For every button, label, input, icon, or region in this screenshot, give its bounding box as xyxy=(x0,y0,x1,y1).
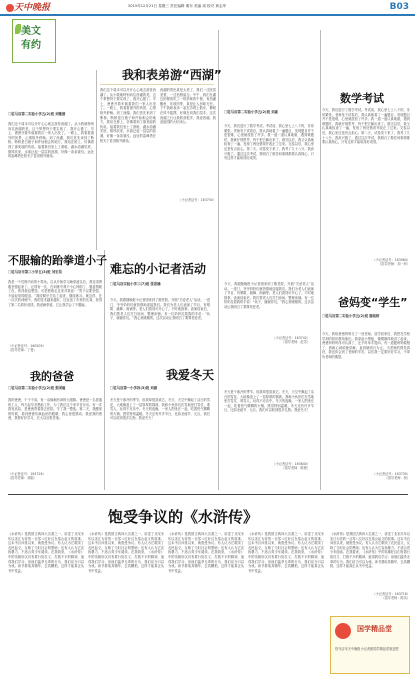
article3-byline: □驻马店第二实验小学五(2)班 刘惠 xyxy=(224,110,278,114)
article7-body: 我的爸爸，个子不高，有一双炯炯有神的大眼睛。爸爸是一名普通的工人，每天起早贪黑地工作，为了我们这个家辛苦付出。有一次我发高烧，是爸爸背着我去医院，守了我一整夜。第二天，我醒来的时候，看到爸爸布满血丝的眼睛，我心里很感动。我爱我的爸爸，我要好好学习，长大以后报答他。 xyxy=(8,398,102,421)
paper-logo-icon xyxy=(6,4,14,12)
column-divider xyxy=(104,250,105,490)
article8-body: 冬天是个寒冷的季节，但我却很喜欢它。冬天，天空中飘起了洁白的雪花，大地像盖上了一层厚厚的棉被。我和小伙伴们在雪地里打雪仗、堆雪人，玩得不亦乐乎。冬天的夜晚，一家人围坐在一起，吃着热气腾腾的火锅，感觉特别温暖。冬天还有许多节日，比如圣诞节、元旦，我们可以收到很多礼物。我爱冬天！ xyxy=(110,398,210,421)
article9-body-col5: 《水浒传》是我国古典四大名著之一，讲述了北宋末年以宋江为首的一百零八位好汉在梁山起义的故事。这本书自问世以来，就饱受争议。有人认为它歌颂了农民起义，反映了当时社会的黑暗；也有人认为它宣扬暴力，不适合青少年阅读。在我看来，《水浒传》中的英雄好汉们有着行侠仗义、打抱不平的精神，值得我们学习；但他们滥杀无辜的行为，我们应当引以为戒。读书要取其精华，去其糟粕，这样才能真正从书中受益。 xyxy=(330,532,410,569)
column-divider xyxy=(96,70,97,250)
article9-editor: （小记者证号：163718） （指导老师：陈英） xyxy=(372,592,410,601)
article9-title: 饱受争议的《水浒传》 xyxy=(108,508,259,526)
article2-editor: （小记者证号：163750） xyxy=(178,198,216,202)
article1-byline: □驻马店第二实验小学五(2)班 刘雅倩 xyxy=(8,112,66,116)
ad-badge-icon xyxy=(335,623,351,639)
article5-editor: （小记者证号：163742） （指导老师：赵雪） xyxy=(272,336,310,345)
article7-title: 我的爸爸 xyxy=(30,370,74,383)
ad-body: 驻马店市天中晚报小记者团国学精品堂欢迎您 xyxy=(335,647,399,651)
article5-body: 今天，我跟随晚报小记者团来到了敬老院，开展“关爱老人”活动。一进门，爷爷奶奶们就热情地迎接我们。我们为老人们表演了节目，有唱歌、跳舞、朗诵等。老人们看得可开心了，不时地鼓掌。表演结束后，我们帮老人们打扫房间、整理床铺。有一位奶奶拉着我的手说：“孩子，谢谢你们。”我心里暖暖的。这次活动让我明白了要尊老爱老。 xyxy=(110,298,210,321)
article7-editor: （小记者证号：163726） （指导老师：刘娟） xyxy=(8,472,46,481)
article4-byline: □驻马店市第三小学五(3)班 刘宏昊 xyxy=(8,270,62,274)
article5-body-col2: 今天，我跟随晚报小记者团来到了敬老院，开展“关爱老人”活动。一进门，爷爷奶奶们就热情地迎接我们。我们为老人们表演了节目，有唱歌、跳舞、朗诵等。老人们看得可开心了，不时地鼓掌。表演结束后，我们帮老人们打扫房间、整理床铺。有一位奶奶拉着我的手说：“孩子，谢谢你们。”我心里暖暖的。这次活动让我明白了要尊老爱老。 xyxy=(224,282,314,309)
article6-byline: □驻马店第二实验小学五(2)班 谢疏婷 xyxy=(322,314,380,318)
article8-byline: □驻马店第一小学四(3)班 刘源 xyxy=(110,386,158,390)
article2-body-col2: 西湖的景色真是太美了，我们一边欣赏美景，一边拍照留念。中午，我们在湖边的餐馆吃了一顿美味的午餐，有西湖醋鱼、东坡肉等，真是让人回味无穷。下午我和表弟一起在苏堤上散步，柳树在风中摇摆，好像在向我们招手。这次西湖之行让我收获很多，我爱西湖，我爱祖国的大好河山。 xyxy=(160,88,216,125)
article9-body-col3: 《水浒传》是我国古典四大名著之一，讲述了北宋末年以宋江为首的一百零八位好汉在梁山起义的故事。这本书自问世以来，就饱受争议。有人认为它歌颂了农民起义，反映了当时社会的黑暗；也有人认为它宣扬暴力，不适合青少年阅读。在我看来，《水浒传》中的英雄好汉们有着行侠仗义、打抱不平的精神，值得我们学习；但他们滥杀无辜的行为，我们应当引以为戒。读书要取其精华，去其糟粕，这样才能真正从书中受益。 xyxy=(168,532,244,573)
article9-body-col1: 《水浒传》是我国古典四大名著之一，讲述了北宋末年以宋江为首的一百零八位好汉在梁山起义的故事。这本书自问世以来，就饱受争议。有人认为它歌颂了农民起义，反映了当时社会的黑暗；也有人认为它宣扬暴力，不适合青少年阅读。在我看来，《水浒传》中的英雄好汉们有着行侠仗义、打抱不平的精神，值得我们学习；但他们滥杀无辜的行为，我们应当引以为戒。读书要取其精华，去其糟粕，这样才能真正从书中受益。 xyxy=(8,532,84,573)
article2-title: 我和表弟游“西湖” xyxy=(122,68,222,82)
article6-editor: （小记者证号：163735） （指导老师：杨） xyxy=(372,472,410,481)
column-divider xyxy=(218,30,219,490)
article4-title: 不服输的跆拳道小子 xyxy=(8,254,107,267)
page-number: B03 xyxy=(389,2,409,12)
article6-title: 爸妈变“学生” xyxy=(338,296,408,309)
article8-body-col2: 冬天是个寒冷的季节，但我却很喜欢它。冬天，天空中飘起了洁白的雪花，大地像盖上了一层厚厚的棉被。我和小伙伴们在雪地里打雪仗、堆雪人，玩得不亦乐乎。冬天的夜晚，一家人围坐在一起，吃着热气腾腾的火锅，感觉特别温暖。冬天还有许多节日，比如圣诞节、元旦，我们可以收到很多礼物。我爱冬天！ xyxy=(224,390,314,413)
section-label xyxy=(12,19,56,63)
article8-title: 我爱冬天 xyxy=(166,368,215,382)
article9-body-col2: 《水浒传》是我国古典四大名著之一，讲述了北宋末年以宋江为首的一百零八位好汉在梁山起义的故事。这本书自问世以来，就饱受争议。有人认为它歌颂了农民起义，反映了当时社会的黑暗；也有人认为它宣扬暴力，不适合青少年阅读。在我看来，《水浒传》中的英雄好汉们有着行侠仗义、打抱不平的精神，值得我们学习；但他们滥杀无辜的行为，我们应当引以为戒。读书要取其精华，去其糟粕，这样才能真正从书中受益。 xyxy=(88,532,164,573)
article7-byline: □驻马店第二实验小学五(2)班 张国瑞 xyxy=(8,386,66,390)
article9-body-col4: 《水浒传》是我国古典四大名著之一，讲述了北宋末年以宋江为首的一百零八位好汉在梁山起义的故事。这本书自问世以来，就饱受争议。有人认为它歌颂了农民起义，反映了当时社会的黑暗；也有人认为它宣扬暴力，不适合青少年阅读。在我看来，《水浒传》中的英雄好汉们有着行侠仗义、打抱不平的精神，值得我们学习；但他们滥杀无辜的行为，我们应当引以为戒。读书要取其精华，去其糟粕，这样才能真正从书中受益。 xyxy=(248,532,324,573)
section-label-line2: 有约 xyxy=(21,40,41,51)
article4-editor: （小记者证号：160209） （指导老师：丁曼） xyxy=(8,344,46,353)
article5-byline: □驻马店实验小学三(7)班 张思楠 xyxy=(110,282,161,286)
header-info: 2015年12月21日 星期三 责任编辑 秦东 美编 周 校对 黄志军 xyxy=(128,4,227,8)
column-divider xyxy=(320,30,321,490)
article3-editor: （小记者证号：163564） （指导老师：刘一菲） xyxy=(372,258,410,267)
ad-title: 国学精品堂 xyxy=(357,625,392,633)
article5-title: 难忘的小记者活动 xyxy=(110,262,207,276)
bottom-section-rule xyxy=(8,494,408,495)
article8-editor: （小记者证号：163640） （指导老师：陈俊） xyxy=(272,462,310,471)
article6-body: 今天，我给爸爸妈妈当了一回老师。放学回家后，我把在学校学到的知识教给他们。我拿起小黑板，像模像样地讲了起来。爸爸妈妈听得可认真了，还不时举手提问。有一道题妈妈做错了，我耐心地给她讲解，直到她明白为止。当老师的感觉真好，我也体会到了老师的辛苦，以后我一定要好好学习，不辜负老师的期望。 xyxy=(322,332,410,359)
section-label-line1: 美文 xyxy=(21,26,41,37)
header-rule xyxy=(0,14,415,16)
ad-box xyxy=(330,616,410,674)
article4-body: 我是一个性格内向的小男孩。自从开始学习跆拳道以后，我变得勇敢坚强起来了。记得有一次，在训练中我不小心摔倒了，膝盖擦破了皮，疼得我直想哭。可是教练走过来对我说：“男子汉要坚强，不能轻易掉眼泪。”我咬紧牙关站了起来，继续练习。就这样，在一次次的训练中，我的技术越来越好，还参加了市里的比赛，获得了第二名的好成绩。我爱跆拳道，它让我学会了不服输。 xyxy=(8,280,102,307)
paper-name: 天中晚报 xyxy=(14,3,51,13)
article3-body-col2: 今天，我们进行了数学考试。考试前，我心里七上八下的，非常紧张。老师发下试卷后，我认真地看了一遍题目，发现题目并不是很难，心里就放松了许多。我一道一道认真地做，遇到难题时，我就仔细思考，终于把它解出来了。做完以后，我又认真地检查了一遍，发现了两处错误并改正了过来。交卷以后，我心里还是有点担心。第二天，试卷发下来了，我考了九十八分，我高兴极了。通过这次考试，我明白了做任何事情都要认真细心，只有这样才能取得好成绩。 xyxy=(322,108,410,145)
article2-body-col1: 我们这个周末可以开开心心地去游览西湖了。从小我就特别向往西湖的美，这个梦想终于要实现了，我开心极了。早上，爸爸开着车载着我们一家人出发了。一路上，我看着窗外的风景，心情格外舒畅。到了西湖，我们首先来到了断桥。断桥是白娘子和许仙相会的地方，我站在桥上，仿佛看到了那美丽的传说。接着我们坐上了游船，湖水清澈见底，微风吹来，水面泛起一层层的涟漪，好像一条条皱纹。远处的雷峰塔在阳光下显得格外雄伟。 xyxy=(100,88,156,143)
title-rule xyxy=(100,84,214,85)
article3-body: 今天，我们进行了数学考试。考试前，我心里七上八下的，非常紧张。老师发下试卷后，我认真地看了一遍题目，发现题目并不是很难，心里就放松了许多。我一道一道认真地做，遇到难题时，我就仔细思考，终于把它解出来了。做完以后，我又认真地检查了一遍，发现了两处错误并改正了过来。交卷以后，我心里还是有点担心。第二天，试卷发下来了，我考了九十八分，我高兴极了。通过这次考试，我明白了做任何事情都要认真细心，只有这样才能取得好成绩。 xyxy=(224,124,314,161)
article1-body: 我们这个周末可以开开心心地去游览西湖了。从小我就特别向往西湖的美，这个梦想终于要实现了，我开心极了。早上，爸爸开着车载着我们一家人出发了。一路上，我看着窗外的风景，心情格外舒畅。到了西湖，我们首先来到了断桥。断桥是白娘子和许仙相会的地方，我站在桥上，仿佛看到了那美丽的传说。接着我们坐上了游船，湖水清澈见底，微风吹来，水面泛起一层层的涟漪，好像一条条皱纹。远处的雷峰塔在阳光下显得格外雄伟。 xyxy=(8,122,94,159)
article3-title: 数学考试 xyxy=(340,92,384,105)
